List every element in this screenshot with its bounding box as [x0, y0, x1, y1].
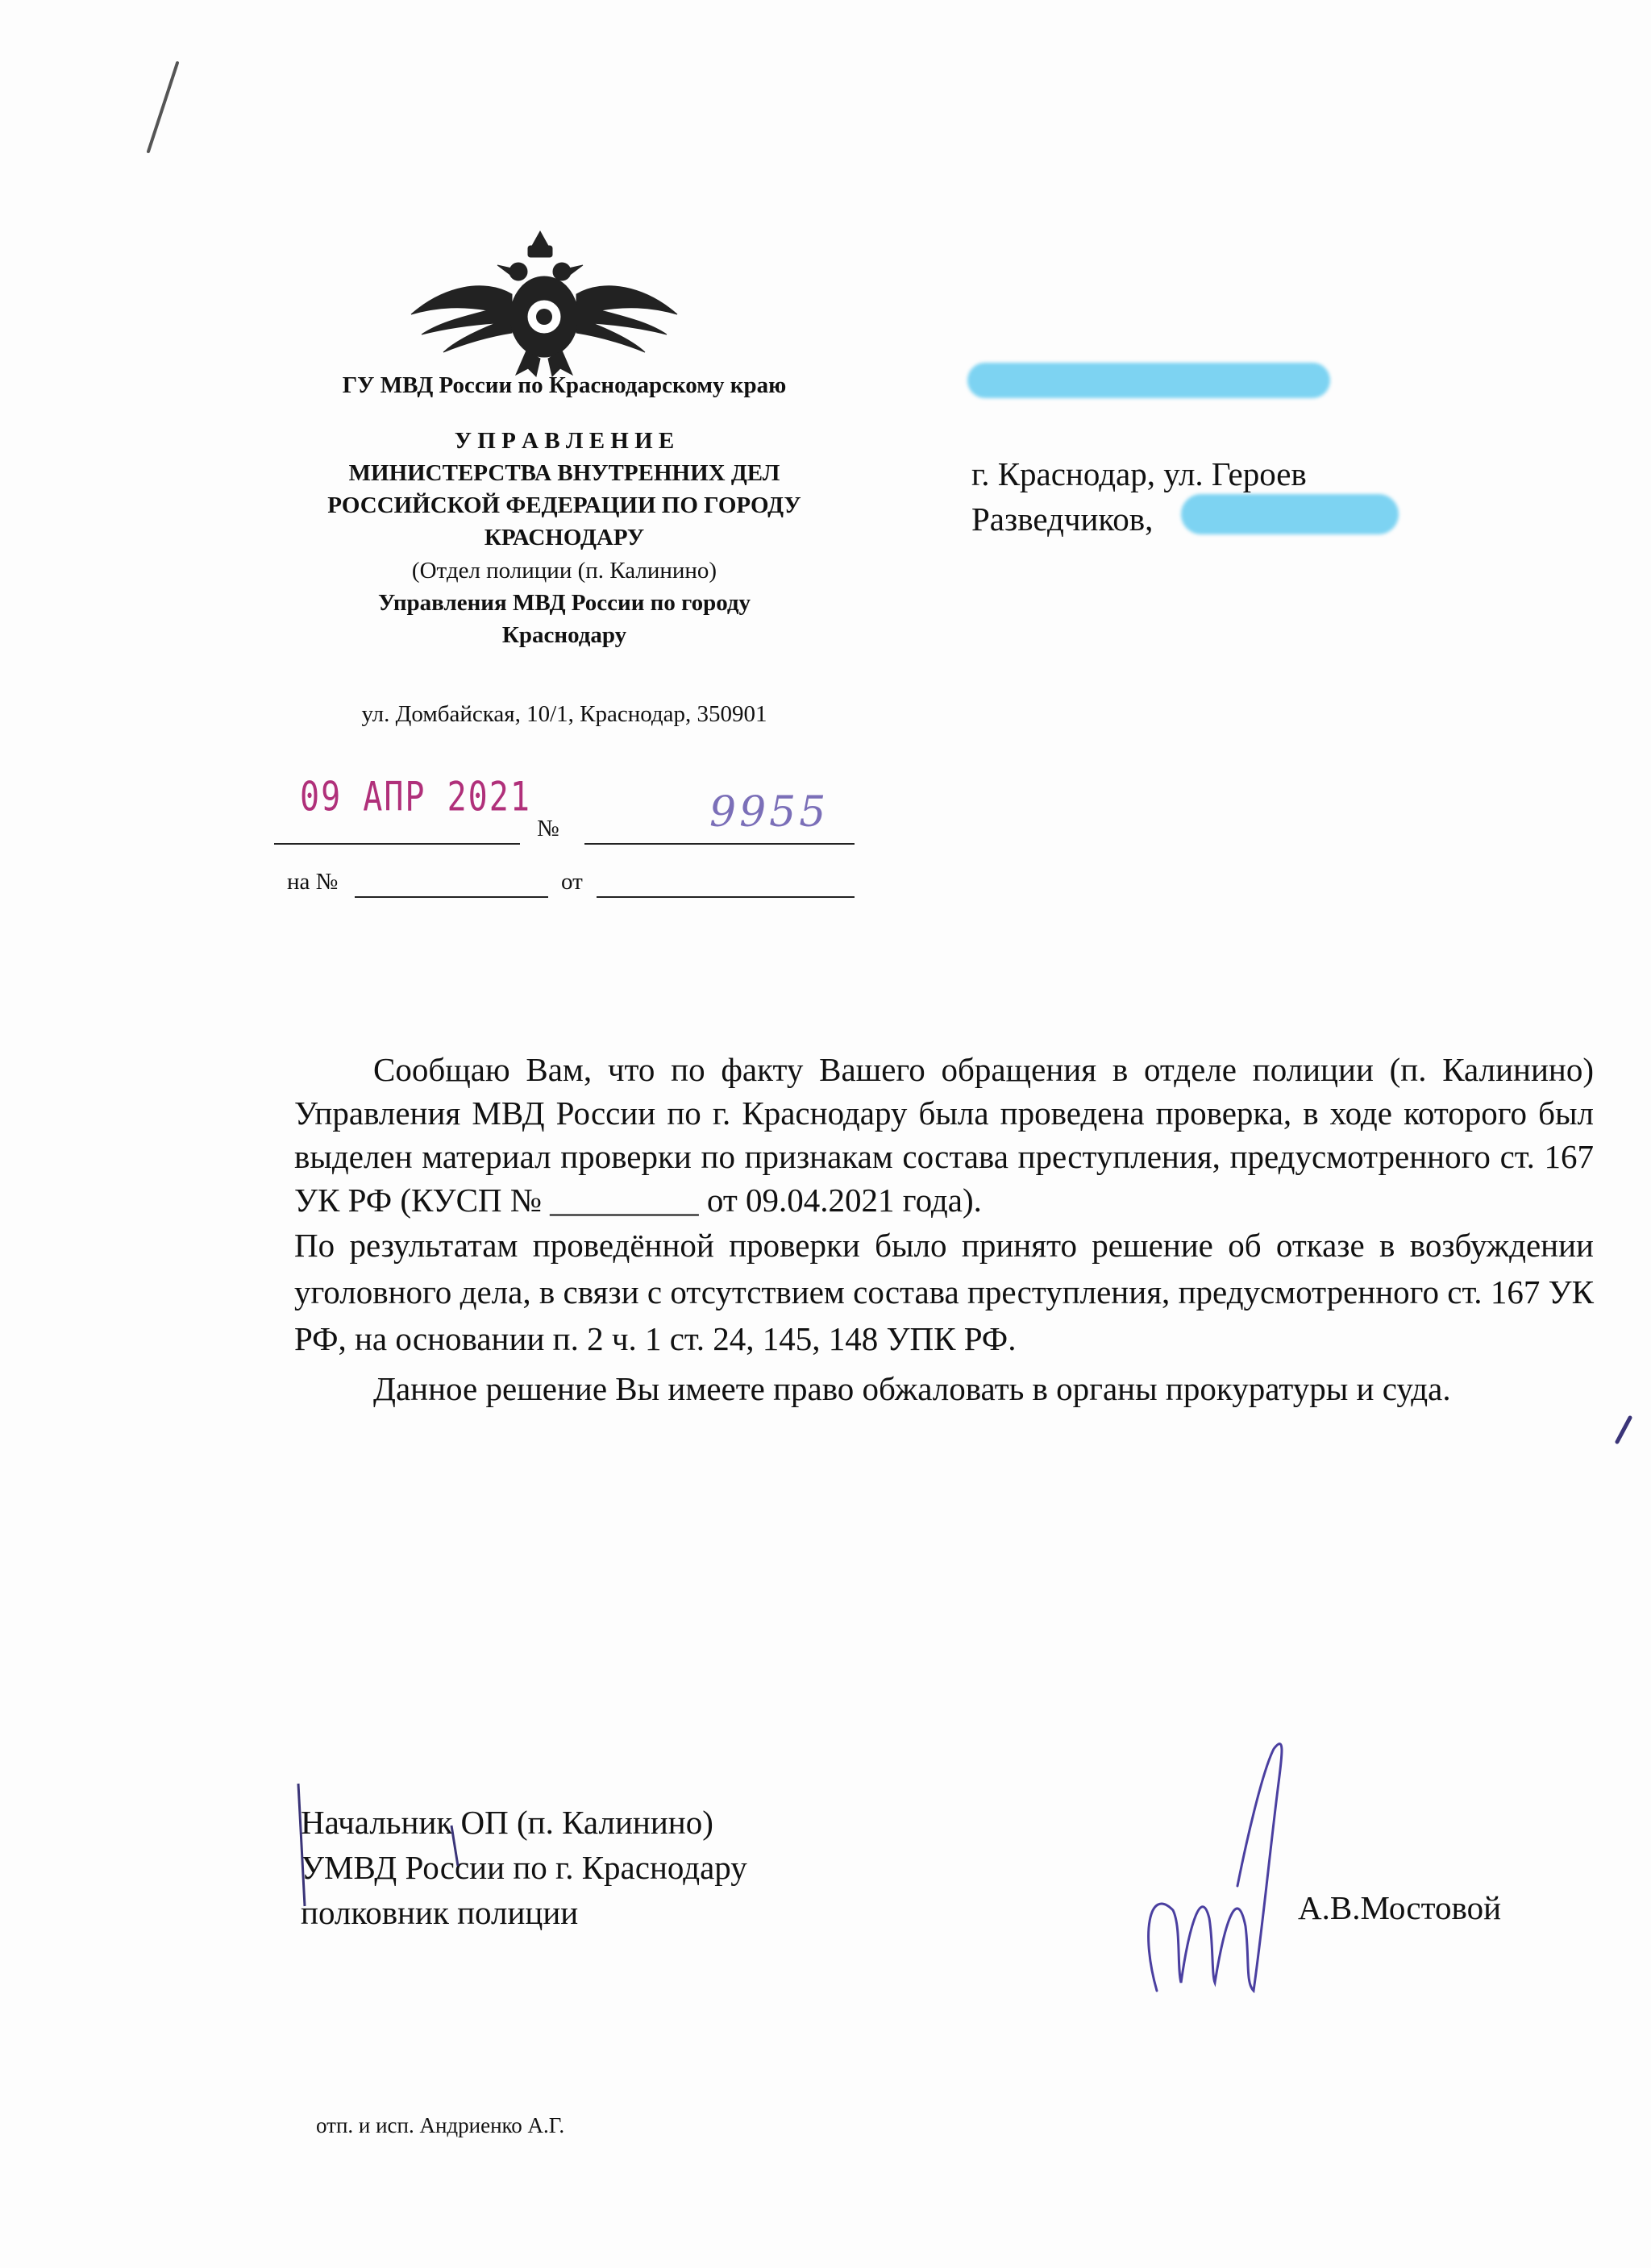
ink-mark: [1612, 1414, 1636, 1447]
body-paragraph-3: Данное решение Вы имеете право обжаловать в органы прокуратуры и суда.: [373, 1370, 1451, 1407]
mvd-emblem-icon: [407, 230, 681, 379]
date-stamp: 09 АПР 2021: [300, 774, 531, 820]
number-label: №: [537, 816, 559, 841]
recipient-address-line-2: Разведчиков,: [971, 501, 1154, 538]
dept-line-1: (Отдел полиции (п. Калинино): [411, 558, 717, 584]
header-line-2: МИНИСТЕРСТВА ВНУТРЕННИХ ДЕЛ: [348, 460, 780, 486]
signatory-title-line-3: полковник полиции: [301, 1894, 579, 1931]
ref-date-underline: [597, 896, 855, 898]
recipient-address-line-1: г. Краснодар, ул. Героев: [971, 455, 1307, 492]
executor-note: отп. и исп. Андриенко А.Г.: [316, 2113, 565, 2137]
body-paragraph-2: По результатам проведённой проверки было принято решение об отказе в возбуждении уголовного дела, в связи с отсутствием состава преступления, предусмотренного ст. 167 УК РФ, на основании п. 2 ч. 1 ст. 24, 145, 148 УПК РФ.: [294, 1227, 1594, 1357]
dept-line-3: Краснодару: [501, 622, 627, 648]
ref-number-underline: [355, 896, 548, 898]
redacted-recipient-name: [967, 363, 1330, 398]
letter-body: [294, 1048, 1594, 1410]
redacted-house-number: [1181, 494, 1399, 534]
signatory-title-line-1: Начальник ОП (п. Калинино): [301, 1804, 713, 1841]
signatory-name: А.В.Мостовой: [1298, 1889, 1502, 1926]
pen-mark: [137, 56, 193, 161]
dept-line-2: Управления МВД России по городу: [377, 590, 751, 616]
handwritten-number: 9955: [709, 788, 830, 837]
signatory-title-line-2: УМВД России по г. Краснодару: [301, 1849, 747, 1886]
body-paragraph-1: Сообщаю Вам, что по факту Вашего обращения в отделе полиции (п. Калинино) Управления МВД России по г. Краснодару была проведена проверка, в ходе которого был выделен материал проверки по признакам состава преступления, предусмотренного ст. 167 УК РФ (КУСП № _________ от 09.04.2021 года).: [294, 1051, 1594, 1219]
number-underline: [584, 843, 855, 845]
ref-number-label: на №: [287, 869, 339, 895]
dept-address: ул. Домбайская, 10/1, Краснодар, 350901: [361, 701, 767, 727]
header-line-4: КРАСНОДАРУ: [484, 525, 645, 550]
header-line-1: У П Р А В Л Е Н И Е: [454, 428, 675, 454]
header-line-3: РОССИЙСКОЙ ФЕДЕРАЦИИ ПО ГОРОДУ: [327, 492, 801, 518]
date-underline: [274, 843, 520, 845]
ref-from-label: от: [561, 869, 583, 895]
handwritten-signature: [1125, 1725, 1310, 2015]
ministry-name: ГУ МВД России по Краснодарскому краю: [342, 372, 787, 398]
approval-mark: [290, 1777, 484, 1930]
